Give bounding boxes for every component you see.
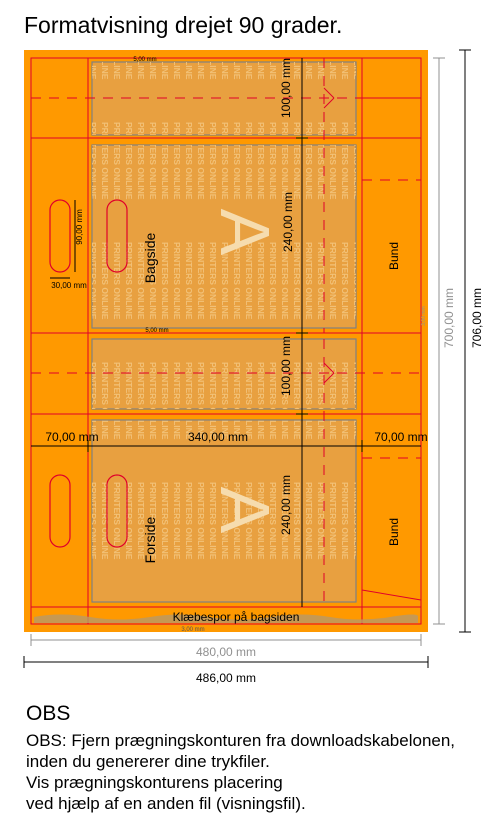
dim-right-side: 70,00 mm	[374, 430, 428, 444]
letter-back: A	[206, 208, 284, 256]
dim-handle-height: 90,00 mm	[75, 209, 84, 245]
dim-center: 340,00 mm	[187, 430, 249, 444]
bleed-mid-label: 5,00 mm	[145, 328, 169, 334]
dim-left-side: 70,00 mm	[45, 430, 99, 444]
glue-label: Klæbespor på bagsiden	[172, 610, 300, 624]
letter-front: A	[206, 486, 284, 534]
dim-top-flap: 100,00 mm	[279, 57, 293, 119]
back-label: Bagside	[142, 232, 158, 284]
dim-inner-width: 480,00 mm	[195, 645, 257, 659]
obs-heading: OBS	[26, 702, 71, 725]
bleed-top-label: 5,00 mm	[133, 57, 157, 63]
dim-inner-height: 700,00 mm	[442, 287, 456, 349]
dim-total-width: 486,00 mm	[195, 671, 257, 685]
page-title: Formatvisning drejet 90 grader.	[24, 12, 343, 38]
dim-handle-width: 30,00 mm	[51, 281, 87, 290]
obs-text: OBS: Fjern prægningskonturen fra downloadskabelonen, inden du genererer dine trykfiler. Vis prægningskonturens placering ved hjælp af en anden fil (visningsfil).	[26, 731, 456, 813]
dim-back-panel: 240,00 mm	[281, 191, 295, 253]
bleed-right-label: 3,00 mm	[421, 306, 427, 326]
bleed-bottom-label: 3,00 mm	[181, 627, 205, 633]
bottom-label-2: Bund	[387, 517, 401, 547]
dim-mid-flap: 100,00 mm	[279, 335, 293, 397]
dim-total-height: 706,00 mm	[470, 287, 484, 349]
dim-front-panel: 240,00 mm	[279, 474, 293, 536]
bottom-label-1: Bund	[387, 241, 401, 271]
front-label: Forside	[142, 516, 158, 564]
